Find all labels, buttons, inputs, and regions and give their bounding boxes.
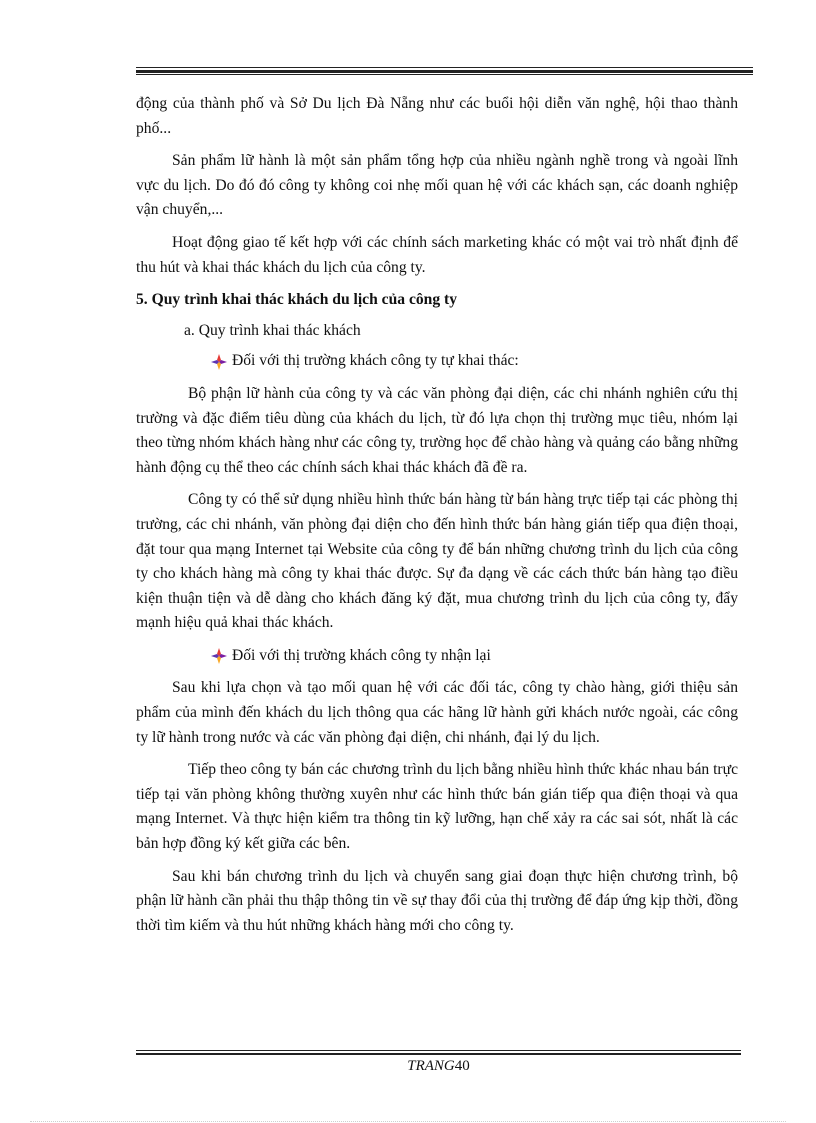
footer-rule-thin (136, 1050, 741, 1051)
header-rule-thin-top (136, 67, 753, 68)
footer-rule-thick (136, 1053, 741, 1055)
bullet-item-self-exploited (136, 349, 738, 374)
bullet-text: Đối với thị trường khách công ty tự khai thác: (232, 352, 519, 370)
page-number: 40 (454, 1058, 470, 1074)
paragraph-4: Bộ phận lữ hành của công ty và các văn phòng đại diện, các chi nhánh nghiên cứu thị trường và đặc điểm tiêu dùng của khách du lịch, từ đó lựa chọn thị trường mục tiêu, nhóm lại theo từng nhóm khách hàng như các công ty, trường học để chào hàng và quảng cáo bằng những hành động cụ thể theo các chính sách khai thác khách đã đề ra. (136, 384, 738, 476)
bullet-text: Đối với thị trường khách công ty nhận lại (232, 646, 491, 664)
paragraph-2: Sản phẩm lữ hành là một sản phẩm tổng hợp của nhiều ngành nghề trong và ngoài lĩnh vực du lịch. Do đó đó công ty không coi nhẹ mối quan hệ với các khách sạn, các doanh nghiệp vận chuyển,... (136, 152, 738, 219)
paragraph-3: Hoạt động giao tế kết hợp với các chính sách marketing khác có một vai trò nhất định để thu hút và khai thác khách du lịch của công ty. (136, 233, 738, 276)
header-rule-thick (136, 70, 753, 73)
section-heading-5: 5. Quy trình khai thác khách du lịch của công ty (136, 291, 458, 309)
header-rule (136, 67, 753, 75)
page-footer (136, 1056, 741, 1076)
paragraph-8: Sau khi bán chương trình du lịch và chuyển sang giai đoạn thực hiện chương trình, bộ phận lữ hành cần phải thu thập thông tin về sự thay đổi của thị trường để đáp ứng kịp thời, đồng thời tìm kiếm và thu hút những khách hàng mới cho công ty. (136, 867, 738, 934)
page-body (136, 92, 738, 946)
four-point-star-bullet-icon (210, 647, 228, 665)
four-point-star-bullet-icon (210, 353, 228, 371)
paragraph-1: động của thành phố và Sở Du lịch Đà Nẵng như các buổi hội diễn văn nghệ, hội thao thành phố... (136, 95, 738, 137)
paragraph-7: Tiếp theo công ty bán các chương trình du lịch bằng nhiều hình thức khác nhau bán trực tiếp tại văn phòng không thường xuyên như các hình thức bán gián tiếp qua điện thoại và qua mạng Internet. Và thực hiện kiểm tra thông tin kỹ lưỡng, hạn chế xảy ra các sai sót, nhất là các bản hợp đồng ký kết giữa các bên. (136, 761, 738, 853)
subsection-heading-a: a. Quy trình khai thác khách (184, 321, 361, 339)
footer-label: TRANG (407, 1058, 455, 1074)
paragraph-5: Công ty có thể sử dụng nhiều hình thức bán hàng từ bán hàng trực tiếp tại các phòng thị trường, các chi nhánh, văn phòng đại diện cho đến hình thức bán hàng gián tiếp qua điện thoại, đặt tour qua mạng Internet tại Website của công ty để bán những chương trình du lịch của công ty cho khách hàng mà công ty khai thác được. Sự đa dạng về các cách thức bán hàng tạo điều kiện thuận tiện và dễ dàng cho khách đăng ký đặt, mua chương trình du lịch của công ty, đẩy mạnh hiệu quả khai thác khách. (136, 491, 738, 632)
page-edge-dotted-line (30, 1121, 786, 1122)
header-rule-thin-bottom (136, 74, 753, 75)
bullet-item-received (136, 644, 738, 669)
paragraph-6: Sau khi lựa chọn và tạo mối quan hệ với các đối tác, công ty chào hàng, giới thiệu sản phẩm của mình đến khách du lịch thông qua các hãng lữ hành gửi khách nước ngoài, các công ty lữ hành trong nước và các văn phòng đại diện, chi nhánh, đại lý du lịch. (136, 679, 738, 746)
